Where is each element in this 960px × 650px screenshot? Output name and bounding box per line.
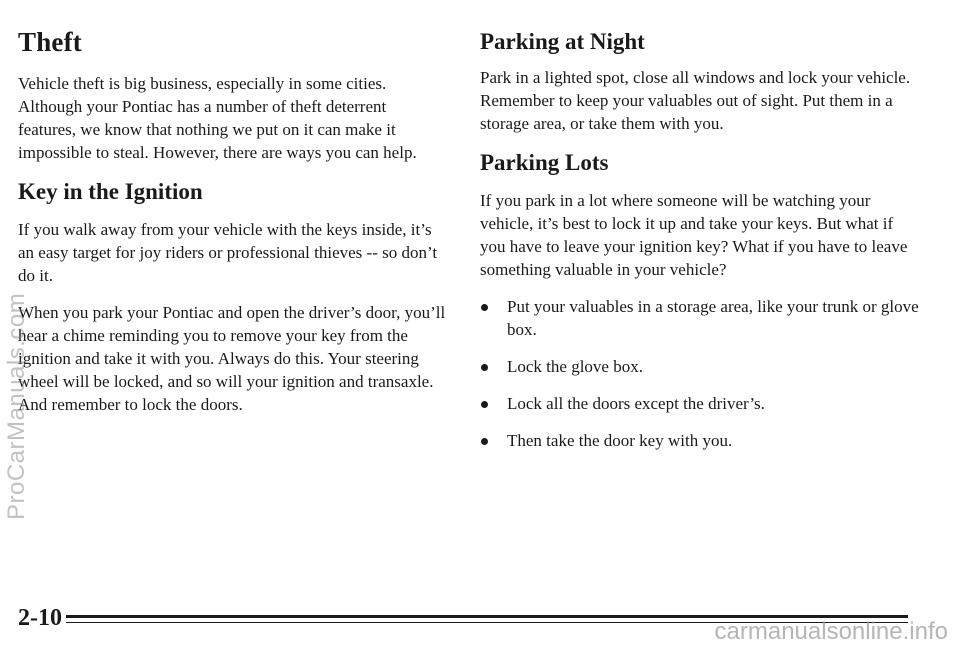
list-item-text: Put your valuables in a storage area, like your trunk or glove box. xyxy=(507,297,919,339)
bullet-dot-icon xyxy=(481,364,488,371)
tips-bullet-list xyxy=(480,295,920,452)
list-item-text: Lock all the doors except the driver’s. xyxy=(507,394,765,413)
section-title-theft: Theft xyxy=(18,27,82,57)
list-item-text: Then take the door key with you. xyxy=(507,431,733,450)
heading-key-in-ignition: Key in the Ignition xyxy=(18,179,203,204)
night-paragraph: Park in a lighted spot, close all windows and lock your vehicle. Remember to keep your valuables out of sight. Put them in a storage area, or take them with you. xyxy=(480,68,911,133)
heading-parking-lots: Parking Lots xyxy=(480,150,609,175)
bullet-dot-icon xyxy=(481,401,488,408)
list-item-text: Lock the glove box. xyxy=(507,357,643,376)
bullet-dot-icon xyxy=(481,438,488,445)
list-item xyxy=(480,355,920,378)
list-item xyxy=(480,429,920,452)
bullet-dot-icon xyxy=(481,304,488,311)
lots-paragraph: If you park in a lot where someone will be watching your vehicle, it’s best to lock it up and take your keys. But what if you have to leave your ignition key? What if you have to leave something valuable in your vehicle? xyxy=(480,191,908,279)
key-paragraph-1: If you walk away from your vehicle with the keys inside, it’s an easy target for joy riders or professional thieves -- so don’t do it. xyxy=(18,220,438,285)
heading-parking-at-night: Parking at Night xyxy=(480,29,645,54)
page-number: 2-10 xyxy=(18,605,62,631)
left-column xyxy=(18,26,448,430)
key-paragraph-2: When you park your Pontiac and open the driver’s door, you’ll hear a chime reminding you to remove your key from the ignition and take it with you. Always do this. Your steering wheel will be locked, and so will your ignition and transaxle. And remember to lock the doors. xyxy=(18,303,446,414)
list-item xyxy=(480,295,920,341)
theft-intro-paragraph: Vehicle theft is big business, especially in some cities. Although your Pontiac has a number of theft deterrent features, we know that nothing we put on it can make it impossible to steal. However, there are ways you can help. xyxy=(18,74,417,162)
side-watermark: ProCarManuals.com xyxy=(3,292,30,520)
bottom-watermark: carmanualsonline.info xyxy=(714,618,948,645)
list-item xyxy=(480,392,920,415)
right-column xyxy=(480,26,920,466)
